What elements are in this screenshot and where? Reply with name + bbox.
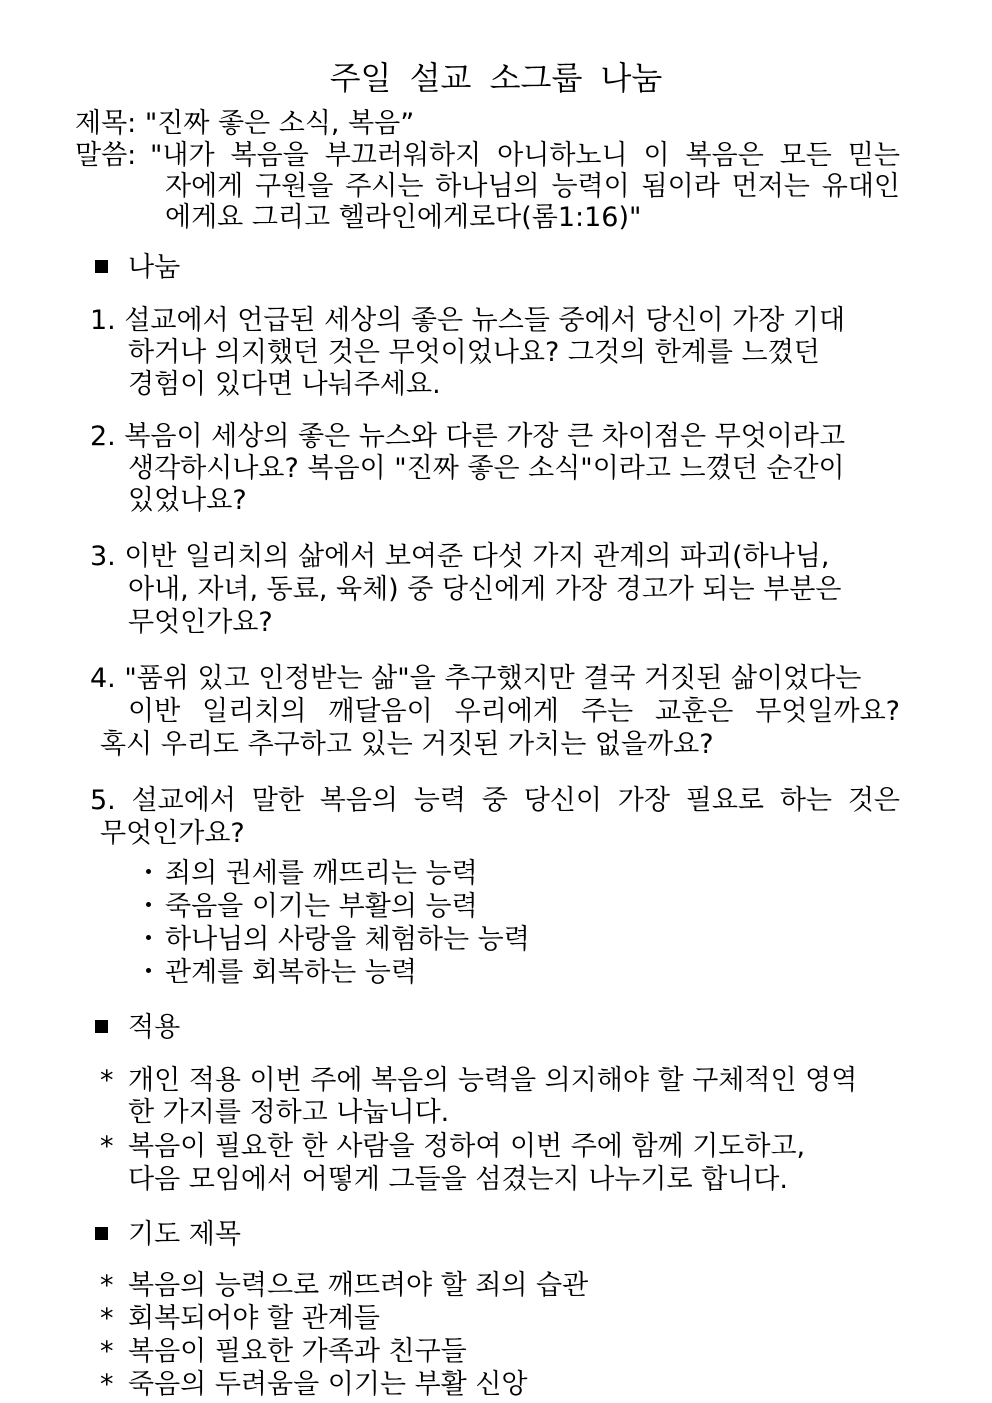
- power-item: ・ 죽음을 이기는 부활의 능력: [135, 891, 478, 922]
- question-3-line-2: 아내, 자녀, 동료, 육체) 중 당신에게 가장 경고가 되는 부분은: [128, 574, 842, 605]
- middle-dot-icon: ・: [135, 957, 162, 988]
- question-5-line-1: 5. 설교에서 말한 복음의 능력 중 당신이 가장 필요로 하는 것은: [90, 785, 900, 816]
- application-item-1-line-2: 한 가지를 정하고 나눕니다.: [128, 1097, 450, 1128]
- square-bullet-icon: [95, 1020, 108, 1033]
- question-3-line-1: 3. 이반 일리치의 삶에서 보여준 다섯 가지 관계의 파괴(하나님,: [90, 541, 830, 572]
- section-prayer-heading: 기도 제목: [95, 1219, 241, 1251]
- middle-dot-icon: ・: [135, 858, 162, 889]
- section-sharing-heading: 나눔: [95, 252, 180, 284]
- power-item: ・ 죄의 권세를 깨뜨리는 능력: [135, 858, 478, 889]
- topic-label: 제목:: [75, 108, 145, 139]
- section-application-heading: 적용: [95, 1012, 180, 1044]
- question-2-line-3: 있었나요?: [128, 485, 247, 516]
- application-item-2-line-2: 다음 모임에서 어떻게 그들을 섬겼는지 나누기로 합니다.: [128, 1164, 788, 1195]
- verse-label: 말씀:: [75, 140, 137, 171]
- question-4-line-3: 혹시 우리도 추구하고 있는 거짓된 가치는 없을까요?: [100, 729, 714, 760]
- question-4-line-2: 이반 일리치의 깨달음이 우리에게 주는 교훈은 무엇일까요?: [128, 696, 900, 727]
- question-5-line-2: 무엇인가요?: [100, 818, 245, 849]
- prayer-item: * 복음의 능력으로 깨뜨려야 할 죄의 습관: [100, 1270, 589, 1301]
- asterisk-icon: *: [100, 1369, 114, 1400]
- question-1-line-2: 하거나 의지했던 것은 무엇이었나요? 그것의 한계를 느꼈던: [128, 337, 820, 368]
- square-bullet-icon: [95, 260, 108, 273]
- verse-line-3: 에게요 그리고 헬라인에게로다(롬1:16)": [165, 202, 642, 233]
- application-item-1-line-1: * 개인 적용 이번 주에 복음의 능력을 의지해야 할 구체적인 영역: [100, 1065, 858, 1096]
- square-bullet-icon: [95, 1227, 108, 1240]
- application-item-2-line-1: * 복음이 필요한 한 사람을 정하여 이번 주에 함께 기도하고,: [100, 1131, 806, 1162]
- question-1-line-3: 경험이 있다면 나눠주세요.: [128, 369, 441, 400]
- topic-text: "진짜 좋은 소식, 복음”: [144, 108, 415, 139]
- question-3-line-3: 무엇인가요?: [128, 607, 273, 638]
- asterisk-icon: *: [100, 1131, 114, 1162]
- asterisk-icon: *: [100, 1336, 114, 1367]
- asterisk-icon: *: [100, 1303, 114, 1334]
- middle-dot-icon: ・: [135, 891, 162, 922]
- power-item: ・ 관계를 회복하는 능력: [135, 957, 417, 988]
- verse-line-2: 자에게 구원을 주시는 하나님의 능력이 됨이라 먼저는 유대인: [165, 171, 900, 202]
- topic-line: [75, 108, 414, 140]
- prayer-item: * 죽음의 두려움을 이기는 부활 신앙: [100, 1369, 528, 1400]
- power-item: ・ 하나님의 사랑을 체험하는 능력: [135, 924, 530, 955]
- question-2-line-2: 생각하시나요? 복음이 "진짜 좋은 소식"이라고 느꼈던 순간이: [128, 453, 845, 484]
- prayer-item: * 회복되어야 할 관계들: [100, 1303, 380, 1334]
- question-4-line-1: 4. "품위 있고 인정받는 삶"을 추구했지만 결국 거짓된 삶이었다는: [90, 663, 862, 694]
- middle-dot-icon: ・: [135, 924, 162, 955]
- asterisk-icon: *: [100, 1270, 114, 1301]
- question-1-line-1: 1. 설교에서 언급된 세상의 좋은 뉴스들 중에서 당신이 가장 기대: [90, 305, 846, 336]
- question-2-line-1: 2. 복음이 세상의 좋은 뉴스와 다른 가장 큰 차이점은 무엇이라고: [90, 421, 846, 452]
- page-title: 주일 설교 소그룹 나눔: [329, 59, 663, 97]
- prayer-item: * 복음이 필요한 가족과 친구들: [100, 1336, 467, 1367]
- verse-line-1: "내가 복음을 부끄러워하지 아니하노니 이 복음은 모든 믿는: [150, 140, 900, 171]
- asterisk-icon: *: [100, 1065, 114, 1096]
